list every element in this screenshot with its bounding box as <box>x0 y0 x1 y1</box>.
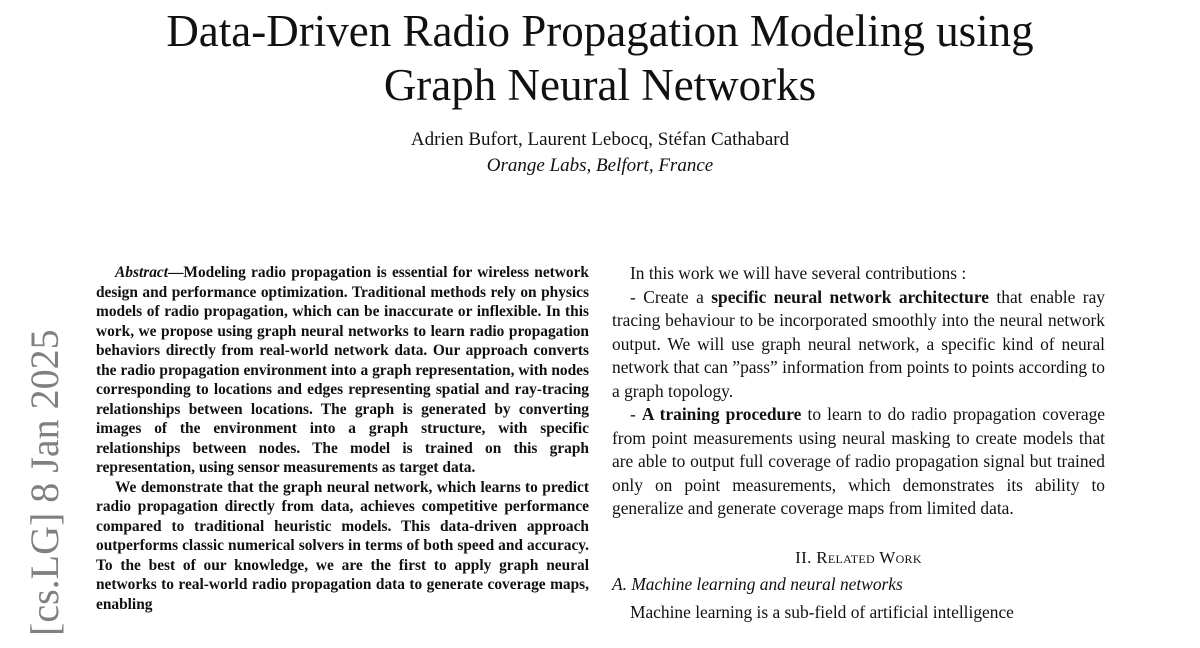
contributions-intro: In this work we will have several contributions : <box>630 263 967 283</box>
author-list: Adrien Bufort, Laurent Lebocq, Stéfan Cathabard <box>410 129 790 150</box>
author-affiliation: Orange Labs, Belfort, France <box>486 155 714 176</box>
section-number: II. <box>795 547 812 567</box>
contribution-1 <box>612 286 1105 404</box>
contribution-1-prefix: - Create a <box>630 286 712 307</box>
section-title: Related Work <box>816 547 922 567</box>
abstract-column <box>96 263 589 614</box>
abstract-paragraph-1 <box>96 263 589 478</box>
contribution-1-text: that enable ray tracing behaviour to be incorporated smoothly into the neural network output. We will use graph neural network, a specific kind of neural network that can ”pass” information from points to points according to a graph topology. <box>612 286 1105 401</box>
paper-title <box>0 4 1200 112</box>
abstract-paragraph-2: We demonstrate that the graph neural network, which learns to predict radio propagation directly from data, achieves competitive performance compared to traditional heuristic models. This data-driven approach outperforms classic numerical solvers in terms of both speed and accuracy. To the best of our knowledge, we are the first to apply graph neural networks to real-world radio propagation data to generate coverage maps, enabling <box>96 478 589 613</box>
abstract-label: Abstract <box>115 264 169 281</box>
body-paragraph-start: Machine learning is a sub-field of artificial intelligence <box>630 601 1014 622</box>
contribution-2 <box>612 403 1105 521</box>
abstract-dash: — <box>168 264 184 281</box>
contribution-2-bold: A training procedure <box>641 404 802 424</box>
title-line-1: Data-Driven Radio Propagation Modeling using <box>166 6 1034 56</box>
body-column-right <box>612 262 1105 624</box>
title-line-2: Graph Neural Networks <box>383 60 817 110</box>
section-heading-related-work <box>612 546 1105 570</box>
contribution-1-bold: specific neural network architecture <box>711 286 989 307</box>
contribution-2-text: to learn to do radio propagation coverage from point measurements using neural masking to create models that are able to output full coverage of radio propagation signal but trained only on point measurements, which demonstrates its ability to generalize and generate coverage maps from limited data. <box>612 404 1105 518</box>
abstract-text-1: Modeling radio propagation is essential for wireless network design and performance optimization. Traditional methods rely on physics models of radio propagation, which can be inaccurate or inflexible. In this work, we propose using graph neural networks to learn radio propagation behaviors directly from real-world network data. Our approach converts the radio propagation environment into a graph representation, with nodes corresponding to locations and edges representing spatial and ray-tracing relationships between locations. The graph is generated by converting images of the environment into a graph structure, with specific relationships between nodes. The model is trained on this graph representation, using sensor measurements as target data. <box>96 264 589 476</box>
arxiv-side-stamp: [cs.LG] 8 Jan 2025 <box>22 329 67 636</box>
contribution-2-prefix: - <box>630 404 642 424</box>
subsection-heading: A. Machine learning and neural networks <box>612 574 903 594</box>
